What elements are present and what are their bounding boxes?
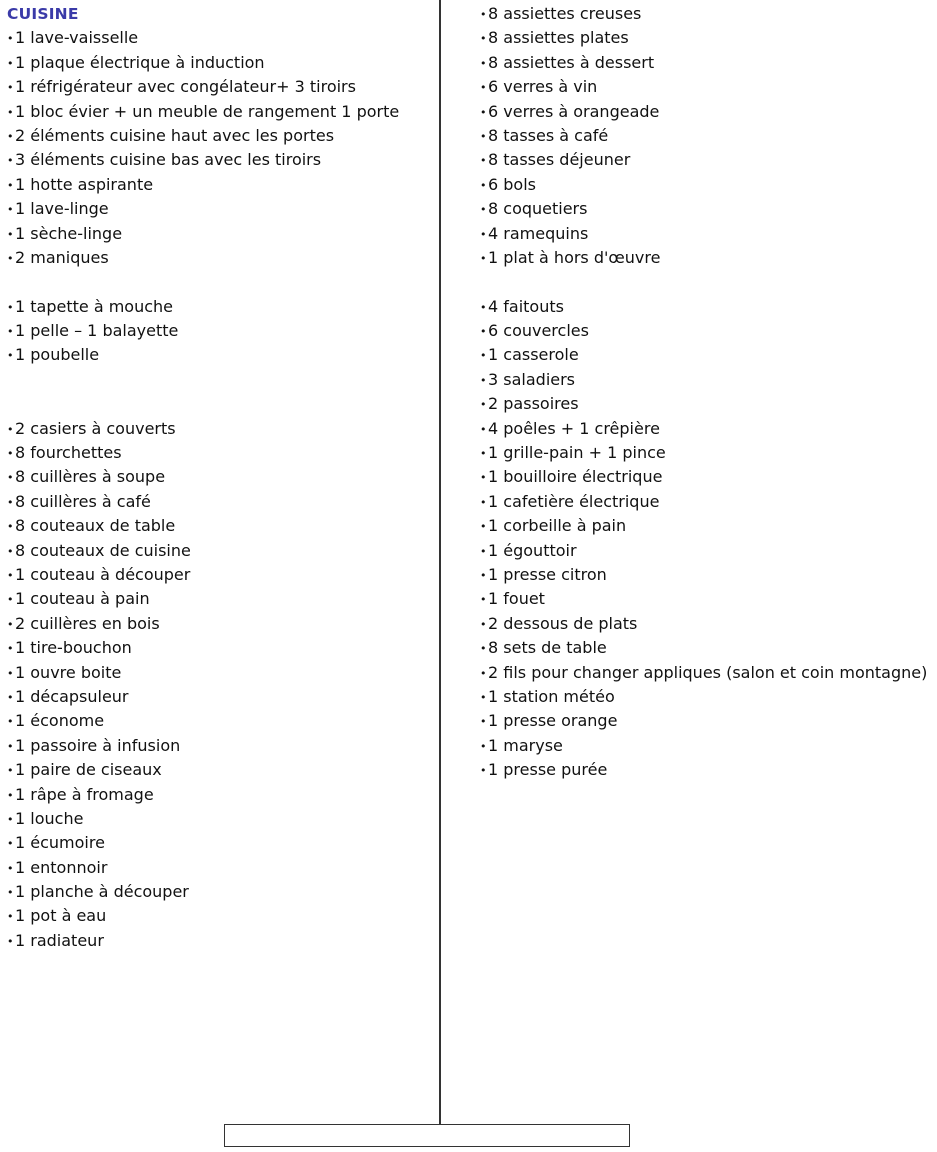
item-label: 1 louche	[15, 808, 84, 828]
footer-box	[224, 1124, 630, 1147]
list-item	[480, 368, 935, 392]
bullet-icon: •	[480, 568, 487, 582]
bullet-icon: •	[480, 544, 487, 558]
item-label: 1 casserole	[488, 345, 579, 365]
list-item	[480, 734, 935, 758]
item-label: 1 sèche-linge	[15, 223, 123, 243]
bullet-icon: •	[7, 227, 14, 241]
list-item	[480, 51, 935, 75]
bullet-icon: •	[7, 447, 14, 461]
list-item	[7, 124, 432, 148]
list-item	[480, 514, 935, 538]
item-label: 6 verres à orangeade	[488, 101, 660, 121]
item-label: 1 station météo	[488, 686, 615, 706]
bullet-icon: •	[7, 934, 14, 948]
list-item	[7, 807, 432, 831]
bullet-icon: •	[480, 373, 487, 387]
list-item	[7, 539, 432, 563]
item-label: 1 presse orange	[488, 711, 618, 731]
item-label: 2 cuillères en bois	[15, 613, 160, 633]
list-item	[7, 26, 432, 50]
item-label: 1 planche à découper	[15, 882, 189, 902]
list-item	[7, 441, 432, 465]
item-label: 1 couteau à découper	[15, 564, 191, 584]
item-label: 1 tapette à mouche	[15, 296, 174, 316]
bullet-icon: •	[480, 398, 487, 412]
item-label: 8 tasses à café	[488, 125, 609, 145]
bullet-icon: •	[480, 325, 487, 339]
list-item	[7, 343, 432, 367]
right-column-list	[480, 2, 935, 783]
item-label: 1 grille-pain + 1 pince	[488, 443, 666, 463]
item-label: 1 plat à hors d'œuvre	[488, 247, 661, 267]
list-item	[7, 685, 432, 709]
list-item	[480, 661, 935, 685]
bullet-icon: •	[480, 129, 487, 143]
bullet-icon: •	[7, 642, 14, 656]
list-item	[7, 636, 432, 660]
list-item	[7, 563, 432, 587]
item-label: 1 pot à eau	[15, 906, 107, 926]
list-item	[7, 929, 432, 953]
item-label: 2 maniques	[15, 247, 109, 267]
blank-line	[7, 368, 432, 392]
item-label: 1 économe	[15, 711, 105, 731]
list-item	[7, 173, 432, 197]
bullet-icon: •	[7, 788, 14, 802]
list-item	[480, 490, 935, 514]
bullet-icon: •	[480, 154, 487, 168]
left-column-list	[7, 2, 432, 953]
item-label: 1 presse purée	[488, 760, 608, 780]
list-item	[7, 587, 432, 611]
list-item	[480, 539, 935, 563]
item-label: 1 corbeille à pain	[488, 516, 627, 536]
item-label: 8 sets de table	[488, 638, 607, 658]
list-item	[480, 343, 935, 367]
bullet-icon: •	[480, 203, 487, 217]
list-item	[7, 856, 432, 880]
item-label: 1 écumoire	[15, 833, 105, 853]
list-item	[7, 514, 432, 538]
item-label: 8 cuillères à soupe	[15, 467, 166, 487]
item-label: 1 hotte aspirante	[15, 174, 154, 194]
bullet-icon: •	[7, 349, 14, 363]
item-label: 8 assiettes à dessert	[488, 52, 655, 72]
item-label: 1 plaque électrique à induction	[15, 52, 265, 72]
item-label: 1 cafetière électrique	[488, 491, 660, 511]
item-label: 1 lave-linge	[15, 199, 109, 219]
bullet-icon: •	[7, 422, 14, 436]
bullet-icon: •	[480, 105, 487, 119]
item-label: 1 couteau à pain	[15, 589, 150, 609]
bullet-icon: •	[7, 886, 14, 900]
bullet-icon: •	[7, 715, 14, 729]
item-label: 1 maryse	[488, 735, 563, 755]
bullet-icon: •	[7, 495, 14, 509]
bullet-icon: •	[7, 568, 14, 582]
list-item	[480, 685, 935, 709]
item-label: 8 assiettes plates	[488, 28, 629, 48]
blank-line	[7, 270, 432, 294]
bullet-icon: •	[7, 178, 14, 192]
list-item	[7, 197, 432, 221]
list-item	[7, 490, 432, 514]
item-label: 8 coquetiers	[488, 199, 588, 219]
bullet-icon: •	[480, 56, 487, 70]
bullet-icon: •	[7, 617, 14, 631]
list-item	[7, 246, 432, 270]
list-item	[480, 392, 935, 416]
list-item	[480, 417, 935, 441]
bullet-icon: •	[7, 300, 14, 314]
blank-line	[7, 392, 432, 416]
bullet-icon: •	[7, 471, 14, 485]
item-label: 1 radiateur	[15, 930, 104, 950]
list-item	[480, 100, 935, 124]
list-item	[480, 295, 935, 319]
list-item	[7, 831, 432, 855]
bullet-icon: •	[7, 129, 14, 143]
list-item	[480, 124, 935, 148]
bullet-icon: •	[480, 447, 487, 461]
list-item	[480, 758, 935, 782]
bullet-icon: •	[480, 32, 487, 46]
list-item	[7, 734, 432, 758]
item-label: 2 casiers à couverts	[15, 418, 176, 438]
list-item	[480, 709, 935, 733]
bullet-icon: •	[480, 764, 487, 778]
bullet-icon: •	[480, 8, 487, 21]
bullet-icon: •	[480, 617, 487, 631]
list-item	[7, 417, 432, 441]
item-label: 1 ouvre boite	[15, 662, 122, 682]
bullet-icon: •	[480, 178, 487, 192]
bullet-icon: •	[7, 203, 14, 217]
item-label: 6 verres à vin	[488, 77, 598, 97]
list-item	[480, 173, 935, 197]
list-item	[7, 222, 432, 246]
item-label: 1 presse citron	[488, 564, 607, 584]
list-item	[7, 319, 432, 343]
item-label: 8 couteaux de table	[15, 516, 176, 536]
list-item	[7, 709, 432, 733]
bullet-icon: •	[480, 349, 487, 363]
item-label: 1 passoire à infusion	[15, 735, 181, 755]
list-item	[7, 100, 432, 124]
item-label: 4 faitouts	[488, 296, 564, 316]
item-label: 1 bouilloire électrique	[488, 467, 663, 487]
item-label: 8 tasses déjeuner	[488, 150, 631, 170]
bullet-icon: •	[7, 56, 14, 70]
bullet-icon: •	[7, 251, 14, 265]
bullet-icon: •	[480, 690, 487, 704]
bullet-icon: •	[7, 593, 14, 607]
item-label: 6 couvercles	[488, 321, 589, 341]
list-item	[480, 465, 935, 489]
item-label: 6 bols	[488, 174, 536, 194]
list-item	[480, 441, 935, 465]
item-label: 4 poêles + 1 crêpière	[488, 418, 660, 438]
bullet-icon: •	[7, 544, 14, 558]
item-label: 1 lave-vaisselle	[15, 28, 139, 48]
bullet-icon: •	[7, 666, 14, 680]
list-item	[7, 295, 432, 319]
bullet-icon: •	[7, 764, 14, 778]
item-label: 2 fils pour changer appliques (salon et coin montagne)	[488, 662, 928, 682]
bullet-icon: •	[480, 81, 487, 95]
bullet-icon: •	[7, 812, 14, 826]
item-label: 1 râpe à fromage	[15, 784, 154, 804]
list-item	[480, 319, 935, 343]
bullet-icon: •	[480, 642, 487, 656]
bullet-icon: •	[7, 910, 14, 924]
blank-line	[480, 270, 935, 294]
list-item	[480, 612, 935, 636]
bullet-icon: •	[7, 739, 14, 753]
list-item	[480, 563, 935, 587]
column-divider-line	[439, 0, 441, 1124]
list-item	[480, 587, 935, 611]
bullet-icon: •	[480, 471, 487, 485]
item-label: 2 éléments cuisine haut avec les portes	[15, 125, 335, 145]
list-item	[7, 465, 432, 489]
list-item	[480, 26, 935, 50]
item-label: 8 assiettes creuses	[488, 4, 642, 23]
bullet-icon: •	[7, 520, 14, 534]
list-item	[480, 75, 935, 99]
list-item	[480, 148, 935, 172]
bullet-icon: •	[7, 837, 14, 851]
list-item	[480, 636, 935, 660]
list-item	[480, 246, 935, 270]
bullet-icon: •	[480, 739, 487, 753]
item-label: 1 bloc évier + un meuble de rangement 1 porte	[15, 101, 400, 121]
list-item	[7, 758, 432, 782]
item-label: 2 dessous de plats	[488, 613, 638, 633]
bullet-icon: •	[480, 227, 487, 241]
item-label: 1 décapsuleur	[15, 686, 129, 706]
list-item	[480, 197, 935, 221]
item-label: 1 égouttoir	[488, 540, 577, 560]
list-item	[7, 783, 432, 807]
list-item	[480, 2, 935, 26]
bullet-icon: •	[7, 861, 14, 875]
bullet-icon: •	[7, 690, 14, 704]
list-item	[7, 880, 432, 904]
item-label: 1 pelle – 1 balayette	[15, 321, 179, 341]
bullet-icon: •	[480, 422, 487, 436]
bullet-icon: •	[480, 715, 487, 729]
bullet-icon: •	[7, 154, 14, 168]
item-label: 1 tire-bouchon	[15, 638, 132, 658]
item-label: 2 passoires	[488, 394, 579, 414]
bullet-icon: •	[480, 251, 487, 265]
list-item	[480, 222, 935, 246]
item-label: 3 saladiers	[488, 369, 576, 389]
bullet-icon: •	[480, 666, 487, 680]
list-item	[7, 75, 432, 99]
bullet-icon: •	[480, 300, 487, 314]
bullet-icon: •	[7, 105, 14, 119]
list-item	[7, 904, 432, 928]
bullet-icon: •	[480, 593, 487, 607]
item-label: 1 entonnoir	[15, 857, 108, 877]
list-item	[7, 148, 432, 172]
bullet-icon: •	[7, 32, 14, 46]
section-heading-cuisine: CUISINE	[7, 5, 79, 23]
item-label: 4 ramequins	[488, 223, 589, 243]
item-label: 8 cuillères à café	[15, 491, 151, 511]
item-label: 1 paire de ciseaux	[15, 760, 162, 780]
list-item	[7, 51, 432, 75]
item-label: 1 poubelle	[15, 345, 100, 365]
list-item	[7, 661, 432, 685]
item-label: 1 fouet	[488, 589, 545, 609]
item-label: 1 réfrigérateur avec congélateur+ 3 tiroirs	[15, 77, 356, 97]
bullet-icon: •	[480, 520, 487, 534]
bullet-icon: •	[7, 81, 14, 95]
item-label: 8 couteaux de cuisine	[15, 540, 191, 560]
list-item	[7, 612, 432, 636]
item-label: 8 fourchettes	[15, 443, 122, 463]
bullet-icon: •	[7, 325, 14, 339]
item-label: 3 éléments cuisine bas avec les tiroirs	[15, 150, 322, 170]
bullet-icon: •	[480, 495, 487, 509]
